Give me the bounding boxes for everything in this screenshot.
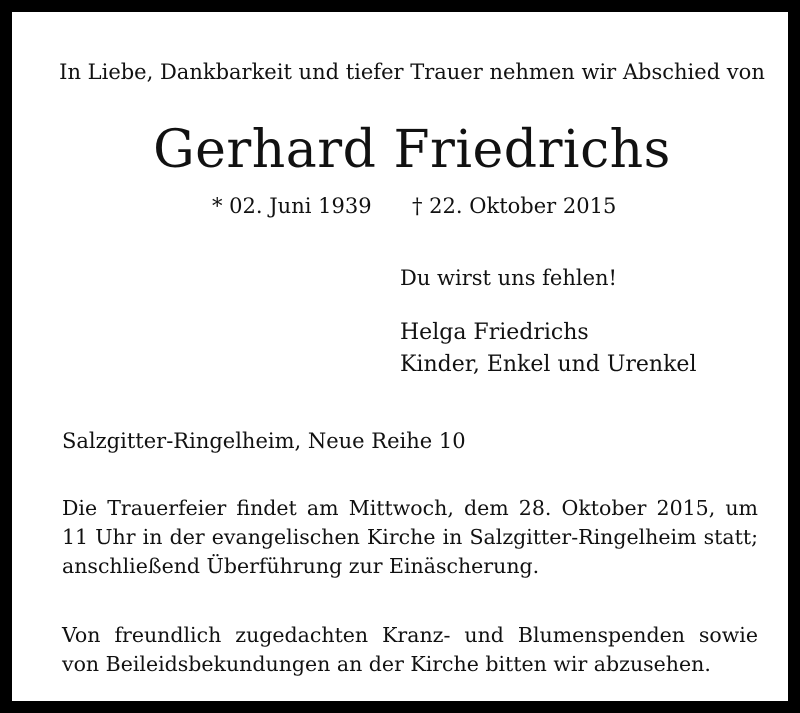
donation-line: von Beileidsbekundungen an der Kirche bitten wir abzusehen.: [62, 652, 711, 676]
funeral-line: 11 Uhr in der evangelischen Kirche in Salzgitter-Ringelheim statt;: [62, 525, 758, 549]
donation-line: Von freundlich zugedachten Kranz- und Blumenspenden sowie: [62, 623, 758, 647]
donation-paragraph: [62, 621, 758, 679]
address: Salzgitter-Ringelheim, Neue Reihe 10: [62, 429, 466, 453]
signatory-spouse: Helga Friedrichs: [400, 320, 589, 345]
deceased-name: Gerhard Friedrichs: [153, 120, 671, 180]
funeral-line: Die Trauerfeier findet am Mittwoch, dem 28. Oktober 2015, um: [62, 496, 758, 520]
signatory-family: Kinder, Enkel und Urenkel: [400, 352, 697, 377]
funeral-paragraph: [62, 494, 758, 581]
farewell-message: Du wirst uns fehlen!: [400, 266, 617, 290]
funeral-line: anschließend Überführung zur Einäscherung.: [62, 554, 540, 578]
birth-date: * 02. Juni 1939: [212, 194, 372, 218]
death-date: † 22. Oktober 2015: [412, 194, 617, 218]
intro-text: In Liebe, Dankbarkeit und tiefer Trauer nehmen wir Abschied von: [59, 60, 765, 84]
